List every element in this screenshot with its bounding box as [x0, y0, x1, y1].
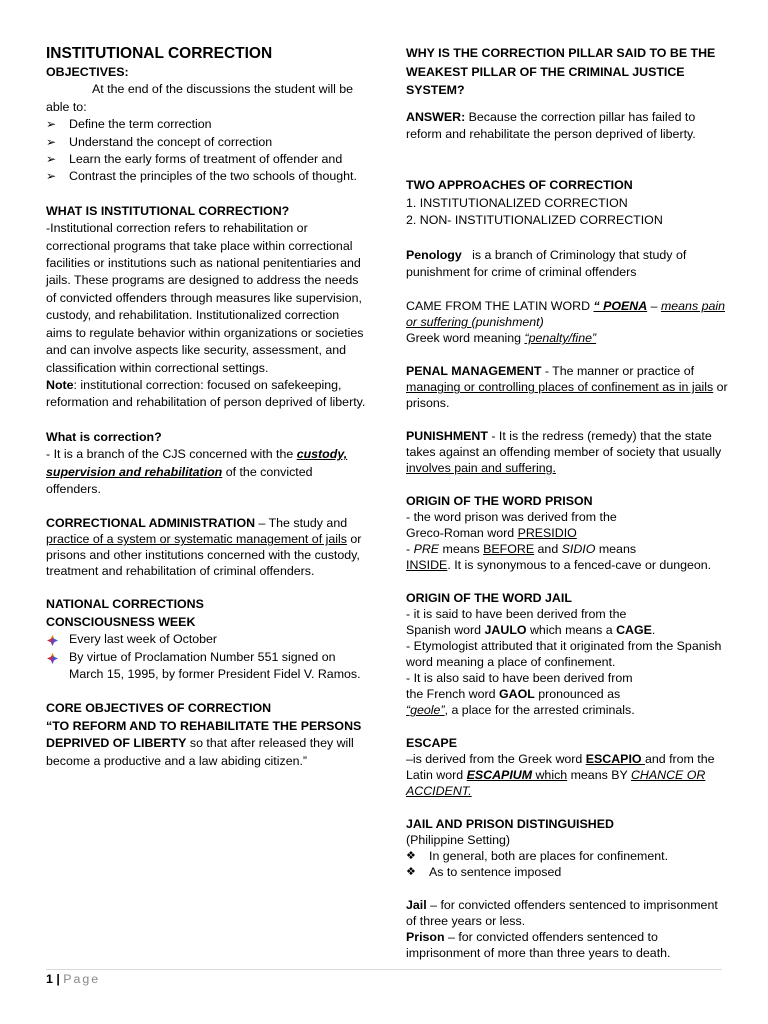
- sidio-word: SIDIO: [561, 542, 596, 557]
- latin-paren: (punishment): [471, 315, 544, 330]
- prison-def-text: – for convicted offenders sentenced to imprisonment of more than three years to death.: [406, 930, 671, 961]
- ncc-item-text: By virtue of Proclamation Number 551 signed on March 15, 1995, by former President Fidel V. Ramos.: [69, 649, 361, 681]
- flag-bullet-icon: [47, 635, 58, 646]
- note-text: : institutional correction: focused on safekeeping, reformation and rehabilitation of person deprived of liberty.: [46, 377, 366, 410]
- flag-bullet-icon: [47, 653, 58, 664]
- core-objectives-text: [46, 718, 366, 770]
- page-separator: |: [52, 972, 64, 986]
- greek-word: “penalty/fine”: [524, 331, 597, 346]
- penal-underlined: managing or controlling places of confinement as in jails: [406, 380, 714, 395]
- jail-prison-distinguished-heading: JAIL AND PRISON DISTINGUISHED: [406, 817, 614, 832]
- greek-pre: Greek word meaning: [406, 331, 525, 346]
- prison-line-4: [406, 557, 728, 573]
- latin-word-poena: “ POENA: [593, 299, 648, 314]
- document-title: INSTITUTIONAL CORRECTION: [46, 45, 273, 62]
- escape-which: which: [532, 768, 568, 783]
- what-is-institutional-correction-heading: WHAT IS INSTITUTIONAL CORRECTION?: [46, 203, 290, 218]
- list-item: ❖ As to sentence imposed: [406, 864, 728, 880]
- jail-l2-mid: which means a: [526, 623, 617, 638]
- jail-line-2: [406, 622, 728, 638]
- escape-means: means BY: [567, 768, 631, 783]
- list-item: ❖ In general, both are places for confinement.: [406, 848, 728, 864]
- escape-paragraph: [406, 751, 728, 799]
- correction-definition: [46, 446, 366, 498]
- right-column: [406, 44, 728, 961]
- prison-l4-rest: . It is synonymous to a fenced-cave or dungeon.: [447, 558, 712, 573]
- penal-post: or prisons.: [406, 380, 728, 411]
- distinguished-list: [406, 848, 728, 880]
- correction-text-post: of the convicted offenders.: [46, 464, 313, 496]
- jail-line-5: [406, 686, 728, 702]
- admin-underlined: practice of a system or systematic management of jails: [46, 532, 347, 547]
- penology-text: is a branch of Criminology that study of punishment for crime of criminal offenders: [406, 247, 690, 279]
- penal-management-paragraph: [406, 363, 728, 411]
- philippine-setting: (Philippine Setting): [406, 833, 511, 848]
- geole-word: “geole”: [406, 703, 445, 718]
- escapium-word: ESCAPIUM: [466, 768, 533, 783]
- punishment-label: PUNISHMENT: [406, 429, 488, 444]
- prison-line-1: - the word prison was derived from the: [406, 510, 617, 525]
- answer-label: ANSWER:: [406, 109, 466, 124]
- latin-meaning: means pain or suffering: [406, 299, 726, 330]
- ncc-item-text: Every last week of October: [69, 632, 218, 647]
- jail-line-6: [406, 702, 728, 718]
- list-item: ➢ Learn the early forms of treatment of offender and: [46, 151, 366, 168]
- ncc-heading-line-2: CONSCIOUSNESS WEEK: [46, 614, 196, 629]
- jail-l5-post: pronounced as: [534, 687, 621, 702]
- pre-word: PRE: [413, 542, 440, 557]
- punishment-paragraph: [406, 428, 728, 476]
- two-approaches-heading: TWO APPROACHES OF CORRECTION: [406, 178, 633, 193]
- why-weakest-pillar-heading: WHY IS THE CORRECTION PILLAR SAID TO BE THE WEAKEST PILLAR OF THE CRIMINAL JUSTICE SYSTEM?: [406, 46, 716, 97]
- before-word: BEFORE: [483, 542, 535, 557]
- prison-l3-dash: -: [406, 542, 414, 557]
- inside-word: INSIDE: [406, 558, 448, 573]
- objectives-intro: At the end of the discussions the student will be able to:: [46, 82, 354, 114]
- list-item: [46, 631, 366, 648]
- cage-word: CAGE: [616, 623, 652, 638]
- jail-line-1: - it is said to have been derived from the: [406, 607, 627, 622]
- greek-meaning-paragraph: [406, 330, 728, 346]
- jaulo-word: JAULO: [484, 623, 527, 638]
- prison-line-3: [406, 541, 728, 557]
- origin-prison-heading: ORIGIN OF THE WORD PRISON: [406, 494, 593, 509]
- core-objectives-heading: CORE OBJECTIVES OF CORRECTION: [46, 701, 272, 716]
- list-item: ➢ Define the term correction: [46, 116, 366, 133]
- what-is-institutional-correction-text: -Institutional correction refers to rehabilitation or correctional programs that take place within correctional facilities or institutions such as national penitentiaries and jails. These programs are designed to address the needs of convicted offenders through measures like supervision, custody, and rehabilitation. Institutionalized correction aims to regulate behavior within organizations or societies and can involve aspects like security, assessment, and classification within correctional settings.: [46, 221, 364, 375]
- jail-line-4: - It is also said to have been derived from: [406, 671, 633, 686]
- penology-paragraph: [406, 247, 728, 282]
- gaol-word: GAOL: [498, 687, 535, 702]
- approach-item: 1. INSTITUTIONALIZED CORRECTION: [406, 195, 628, 210]
- jail-l6-post: , a place for the arrested criminals.: [444, 703, 635, 718]
- chance-or-accident: CHANCE OR ACCIDENT.: [406, 768, 706, 799]
- admin-post: or prisons and other institutions concerned with the custody, treatment and rehabilitation of criminal offenders.: [46, 532, 362, 579]
- objectives-list: [46, 116, 366, 186]
- correction-emphasis: custody, supervision and rehabilitation: [46, 447, 348, 479]
- escapio-word: ESCAPIO: [585, 752, 645, 767]
- prison-l3-and: and: [534, 542, 562, 557]
- footer-divider: [46, 969, 722, 970]
- correctional-administration-paragraph: [46, 515, 366, 579]
- prison-def-label: Prison: [406, 930, 445, 945]
- page-number: 1: [46, 972, 53, 986]
- jail-l2-pre: Spanish word: [406, 623, 485, 638]
- left-column: [46, 44, 366, 770]
- presidio-word: PRESIDIO: [517, 526, 577, 541]
- prison-l2-pre: Greco-Roman word: [406, 526, 518, 541]
- answer-text: Because the correction pillar has failed to reform and rehabilitate the person deprived of liberty.: [406, 109, 696, 141]
- prison-definition: [406, 929, 728, 961]
- penal-management-label: PENAL MANAGEMENT: [406, 364, 542, 379]
- punishment-underlined: involves pain and suffering.: [406, 461, 556, 476]
- what-is-correction-heading: What is correction?: [46, 429, 162, 444]
- jail-l5-pre: the French word: [406, 687, 499, 702]
- jail-def-label: Jail: [406, 898, 427, 913]
- note-label: Note: [46, 377, 74, 392]
- jail-definition: [406, 897, 728, 929]
- penology-label: Penology: [406, 247, 462, 262]
- latin-pre: CAME FROM THE LATIN WORD: [406, 299, 594, 314]
- list-item: ➢ Contrast the principles of the two schools of thought.: [46, 168, 366, 185]
- ncc-heading-line-1: NATIONAL CORRECTIONS: [46, 597, 204, 612]
- penal-dash: - The manner or practice of: [541, 364, 695, 379]
- note-paragraph: [46, 377, 366, 412]
- core-objectives-rest: so that after released they will become a productive and a law abiding citizen.”: [46, 736, 354, 768]
- list-item: [46, 649, 366, 684]
- answer-paragraph: [406, 109, 728, 144]
- objectives-heading: OBJECTIVES:: [46, 65, 129, 79]
- escape-heading: ESCAPE: [406, 736, 457, 751]
- correction-text-pre: - It is a branch of the CJS concerned with the: [46, 447, 297, 462]
- latin-dash: –: [647, 299, 661, 314]
- list-item: ➢ Understand the concept of correction: [46, 134, 366, 151]
- punishment-text: - It is the redress (remedy) that the state takes against an offending member of society that usually: [406, 429, 722, 460]
- latin-origin-paragraph: [406, 298, 728, 330]
- ncc-list: [46, 631, 366, 683]
- correctional-administration-label: CORRECTIONAL ADMINISTRATION: [46, 516, 256, 531]
- page-footer: [46, 972, 100, 986]
- core-objectives-bold: “TO REFORM AND TO REHABILITATE THE PERSONS DEPRIVED OF LIBERTY: [46, 718, 362, 751]
- escape-mid: and from the Latin word: [406, 752, 715, 783]
- prison-l3-means: means: [439, 542, 484, 557]
- jail-line-3: - Etymologist attributed that it originated from the Spanish word meaning a place of confinement.: [406, 639, 722, 670]
- jail-l2-end: .: [651, 623, 656, 638]
- page-label: Page: [63, 972, 101, 986]
- escape-pre: –is derived from the Greek word: [406, 752, 586, 767]
- admin-dash: – The study and: [255, 516, 348, 531]
- jail-def-text: – for convicted offenders sentenced to imprisonment of three years or less.: [406, 898, 718, 929]
- approach-item: 2. NON- INSTITUTIONALIZED CORRECTION: [406, 213, 663, 228]
- prison-line-2: [406, 525, 728, 541]
- prison-l3-means2: means: [595, 542, 637, 557]
- origin-jail-heading: ORIGIN OF THE WORD JAIL: [406, 591, 572, 606]
